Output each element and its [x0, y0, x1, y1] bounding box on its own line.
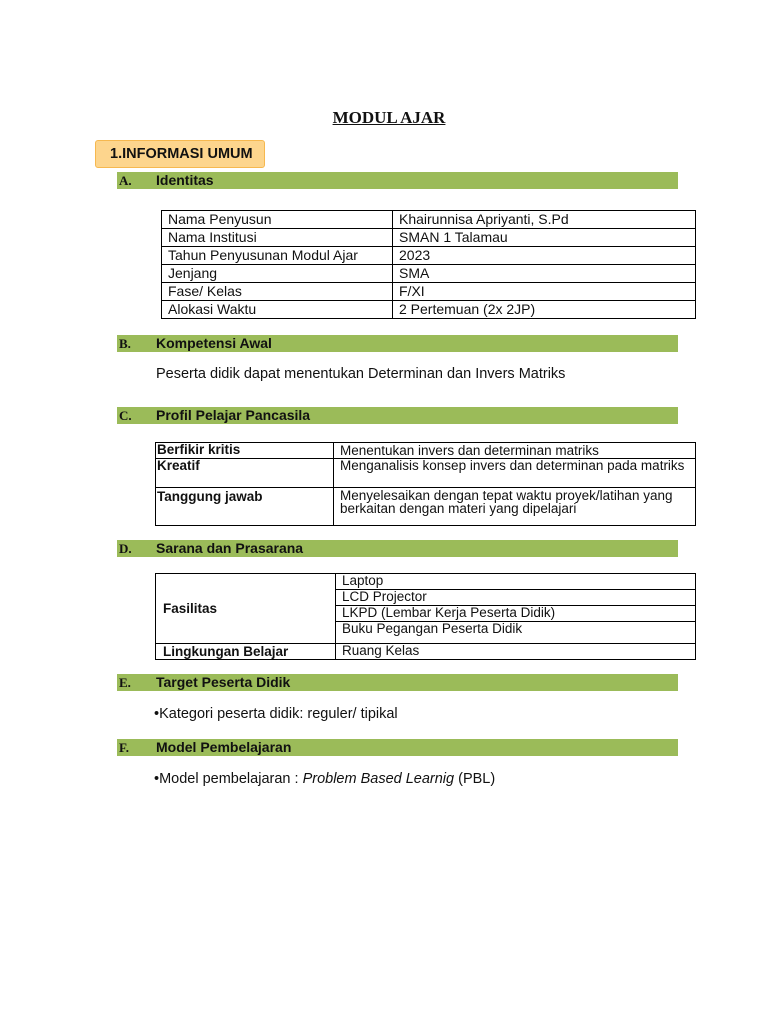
table-cell-label: Nama Penyusun — [162, 211, 393, 229]
table-cell-label: Fase/ Kelas — [162, 283, 393, 301]
list-item: Laptop — [336, 574, 696, 590]
table-row — [162, 265, 696, 283]
table-cell-value: 2023 — [393, 247, 696, 265]
table-cell-label: Kreatif — [156, 459, 334, 488]
table-cell-value: F/XI — [393, 283, 696, 301]
section-title: Profil Pelajar Pancasila — [156, 407, 311, 423]
section-title: Model Pembelajaran — [156, 739, 292, 755]
model-name: Problem Based Learnig — [302, 771, 455, 787]
section-header-target-peserta — [117, 674, 678, 691]
kompetensi-awal-text: Peserta didik dapat menentukan Determinan dan Invers Matriks — [156, 366, 566, 382]
table-cell-value: Menentukan invers dan determinan matriks — [334, 443, 696, 459]
table-cell-value: SMA — [393, 265, 696, 283]
section-header-profil-pelajar — [117, 407, 678, 424]
section-title: Target Peserta Didik — [156, 674, 291, 690]
section-header-identitas — [117, 172, 678, 189]
identitas-table — [161, 210, 696, 319]
list-item: LKPD (Lembar Kerja Peserta Didik) — [336, 606, 696, 622]
table-cell-value: Menyelesaikan dengan tepat waktu proyek/latihan yang berkaitan dengan materi yang dipelajari — [334, 488, 696, 526]
section-title: Identitas — [156, 172, 214, 188]
table-cell-value: 2 Pertemuan (2x 2JP) — [393, 301, 696, 319]
bullet-icon: • — [154, 771, 160, 787]
table-cell-value: Khairunnisa Apriyanti, S.Pd — [393, 211, 696, 229]
table-row — [162, 211, 696, 229]
table-row — [156, 488, 696, 526]
table-row — [162, 283, 696, 301]
table-row — [162, 229, 696, 247]
model-prefix: Model pembelajaran : — [159, 771, 303, 787]
sarana-table — [155, 573, 696, 660]
table-row — [156, 574, 696, 590]
model-suffix: (PBL) — [454, 771, 496, 787]
table-cell-label: Fasilitas — [156, 574, 336, 644]
table-cell-label: Tahun Penyusunan Modul Ajar — [162, 247, 393, 265]
section-title: Kompetensi Awal — [156, 335, 272, 351]
table-cell-value: Menganalisis konsep invers dan determinan pada matriks — [334, 459, 696, 488]
section-letter: A. — [119, 173, 132, 188]
list-item: Buku Pegangan Peserta Didik — [336, 622, 696, 644]
table-cell-label: Tanggung jawab — [156, 488, 334, 526]
table-cell-label: Nama Institusi — [162, 229, 393, 247]
table-row — [162, 301, 696, 319]
bullet-item — [154, 771, 495, 787]
table-row — [156, 644, 696, 660]
target-text: Kategori peserta didik: reguler/ tipikal — [159, 706, 398, 722]
table-row — [156, 443, 696, 459]
section-letter: B. — [119, 336, 131, 351]
section-letter: F. — [119, 740, 129, 755]
bullet-item — [154, 706, 398, 722]
bullet-icon: • — [154, 706, 160, 722]
table-cell-label: Jenjang — [162, 265, 393, 283]
section-header-kompetensi-awal — [117, 335, 678, 352]
table-cell-label: Lingkungan Belajar — [156, 644, 336, 660]
list-item: LCD Projector — [336, 590, 696, 606]
section-title: Sarana dan Prasarana — [156, 540, 304, 556]
table-cell-label: Alokasi Waktu — [162, 301, 393, 319]
section-letter: C. — [119, 408, 132, 423]
profil-table — [155, 442, 696, 526]
table-cell-value: SMAN 1 Talamau — [393, 229, 696, 247]
section-header-model-pembelajaran — [117, 739, 678, 756]
section-heading-informasi-umum: 1.INFORMASI UMUM — [95, 140, 265, 168]
table-cell-label: Berfikir kritis — [156, 443, 334, 459]
document-title: MODUL AJAR — [332, 108, 446, 127]
table-cell-value: Ruang Kelas — [336, 644, 696, 660]
section-letter: D. — [119, 541, 132, 556]
table-row — [162, 247, 696, 265]
section-header-sarana-prasarana — [117, 540, 678, 557]
section-letter: E. — [119, 675, 131, 690]
table-row — [156, 459, 696, 488]
